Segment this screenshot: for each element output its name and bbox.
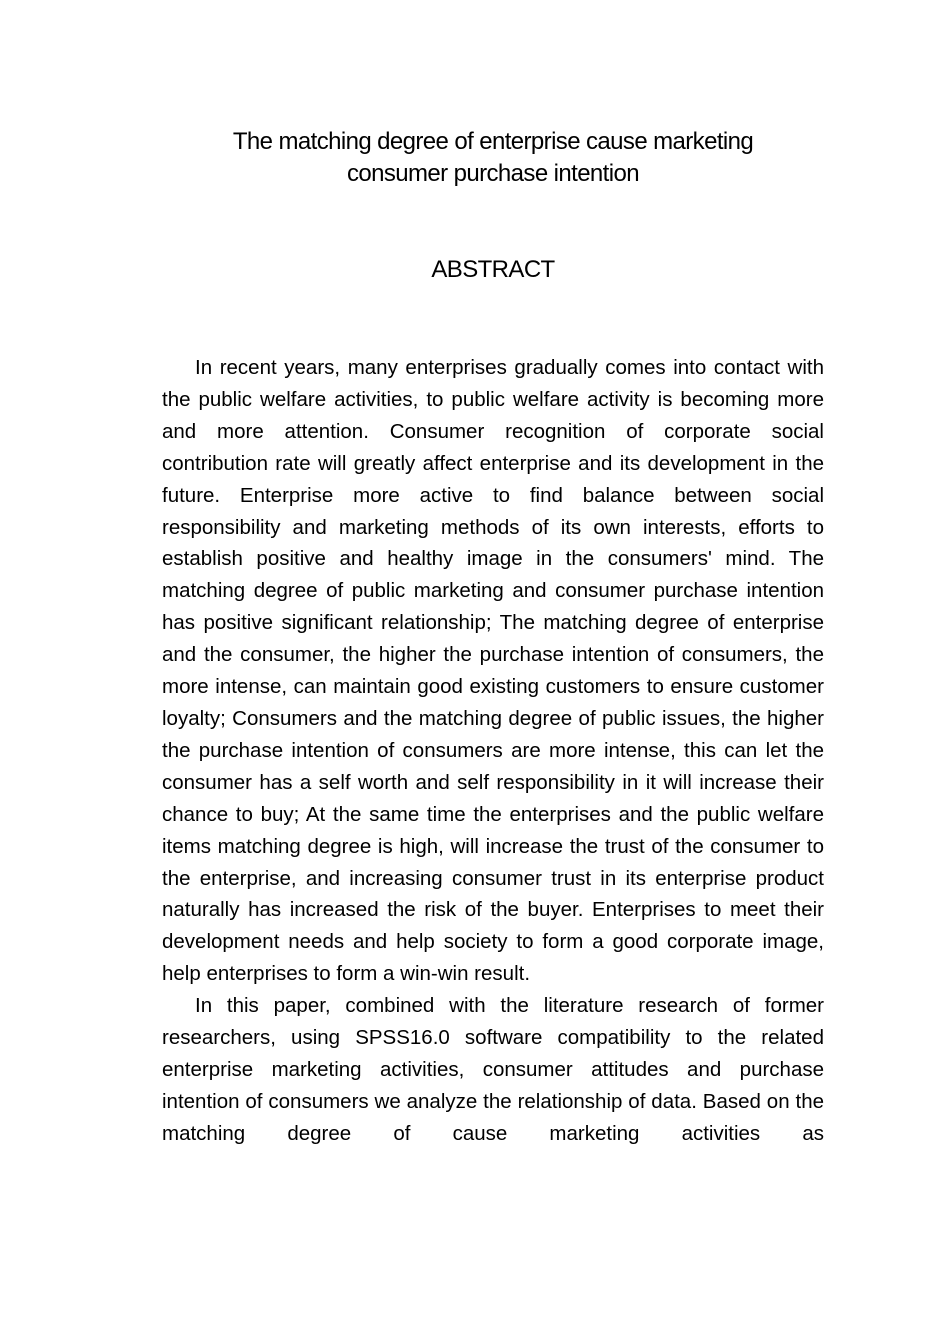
paper-title-line-1: The matching degree of enterprise cause marketing (232, 128, 754, 155)
abstract-paragraph-2: In this paper, combined with the literature research of former researchers, using SPSS16.0 software compatibility to the related enterprise marketing activities, consumer attitudes and purchase intention of consumers we analyze the relationship of data. Based on the matching degree of cause marketing activities as (162, 994, 824, 1145)
abstract-body (162, 352, 824, 1150)
paper-title (162, 126, 824, 190)
abstract-paragraph-1: In recent years, many enterprises gradually comes into contact with the public welfare activities, to public welfare activity is becoming more and more attention. Consumer recognition of corporate social contribution rate will greatly affect enterprise and its development in the future. Enterprise more active to find balance between social responsibility and marketing methods of its own interests, efforts to establish positive and healthy image in the consumers' mind. The matching degree of public marketing and consumer purchase intention has positive significant relationship; The matching degree of enterprise and the consumer, the higher the purchase intention of consumers, the more intense, can maintain good existing customers to ensure customer loyalty; Consumers and the matching degree of public issues, the higher the purchase intention of consumers are more intense, this can let the consumer has a self worth and self responsibility in it will increase their chance to buy; At the same time the enterprises and the public welfare items matching degree is high, will increase the trust of the consumer to the enterprise, and increasing consumer trust in its enterprise product naturally has increased the risk of the buyer. Enterprises to meet their development needs and help society to form a good corporate image, help enterprises to form a win-win result. (162, 356, 824, 986)
abstract-heading: ABSTRACT (431, 256, 555, 283)
paper-title-line-2: consumer purchase intention (347, 160, 639, 187)
